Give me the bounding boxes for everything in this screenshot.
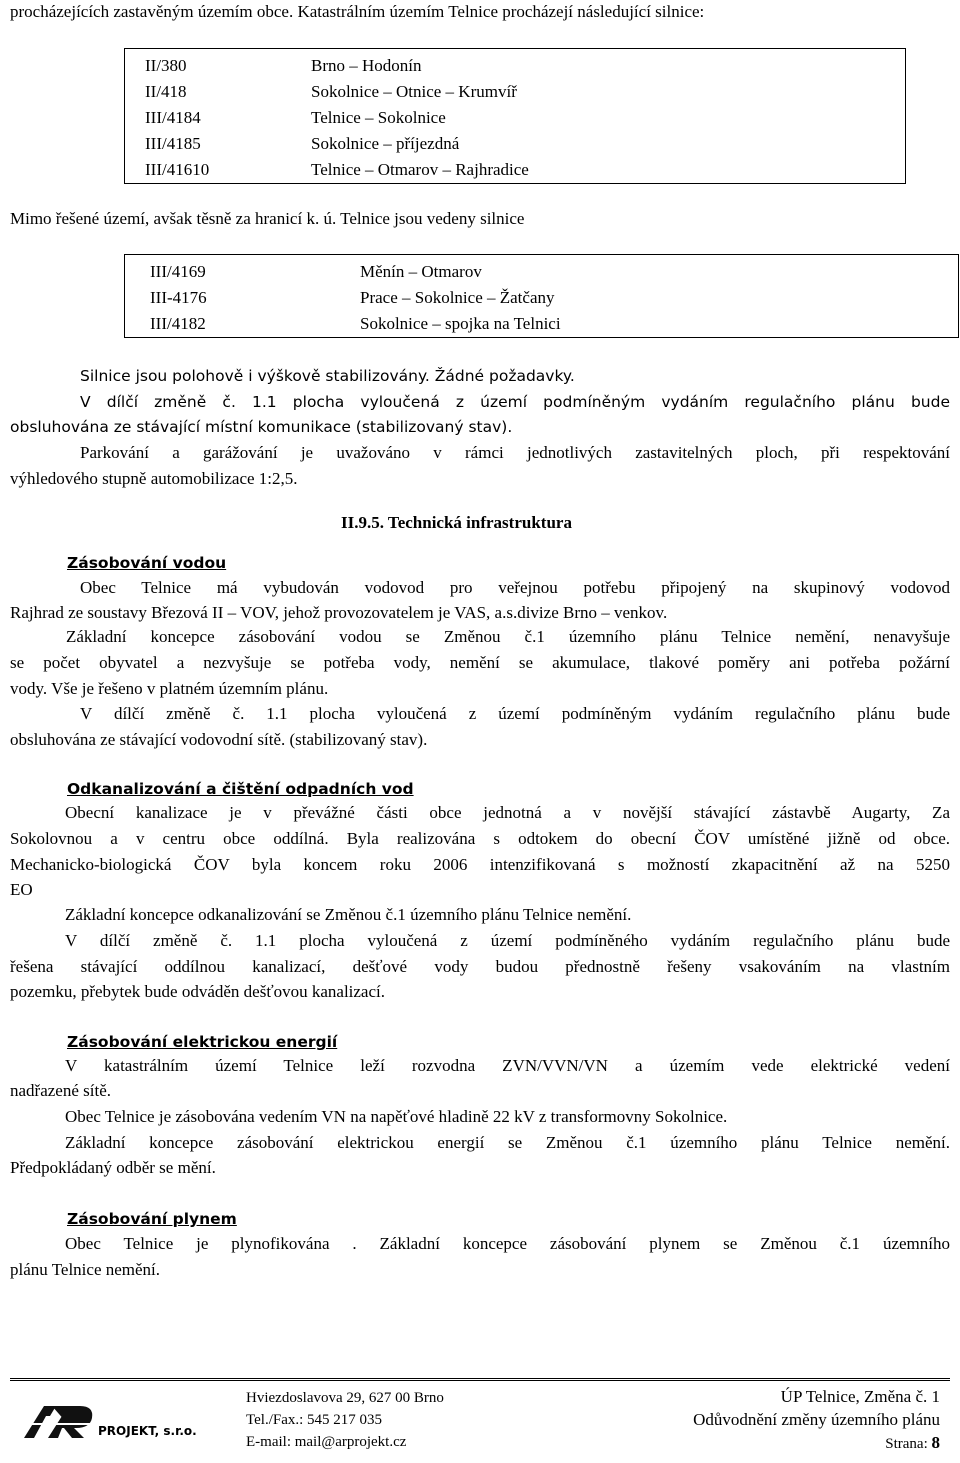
sewer-paragraph-line: Sokolovnou a v centru obce oddílná. Byla realizována s odtokem do obecní ČOV umístěné jižně od obce.: [10, 829, 950, 848]
road-routes-column: [360, 255, 959, 338]
road-route: Brno – Hodonín: [311, 56, 422, 75]
roads-table-outside: [124, 254, 959, 338]
electric-paragraph-line: Předpokládaný odběr se mění.: [10, 1158, 216, 1177]
footer-phone: Tel./Fax.: 545 217 035: [246, 1412, 383, 1428]
road-code: III/4185: [145, 134, 201, 153]
sewer-paragraph-line: řešena stávající oddílnou kanalizací, dešťové vody budou přednostně řešeny vsakováním na vlastním: [10, 957, 950, 976]
water-paragraph-line: Rajhrad ze soustavy Březová II – VOV, jehož provozovatelem je VAS, a.s.divize Brno – venkov.: [10, 603, 668, 622]
electric-paragraph-line: Základní koncepce zásobování elektrickou energií se Změnou č.1 územního plánu Telnice nemění.: [65, 1133, 950, 1152]
road-route: Prace – Sokolnice – Žatčany: [360, 288, 555, 307]
outside-line: Mimo řešené území, avšak těsně za hranicí k. ú. Telnice jsou vedeny silnice: [10, 209, 525, 228]
sewer-paragraph-line: EO: [10, 880, 33, 899]
road-codes-column: [125, 49, 312, 184]
footer-page-label: Strana:: [885, 1436, 928, 1452]
section-heading: II.9.5. Technická infrastruktura: [341, 513, 572, 532]
sewer-paragraph-line: Základní koncepce odkanalizování se Změnou č.1 územního plánu Telnice nemění.: [65, 905, 632, 924]
change-paragraph-line: obsluhována ze stávající místní komunikace (stabilizovaný stav).: [10, 418, 513, 436]
road-code: II/418: [145, 82, 187, 101]
road-code: III-4176: [150, 288, 207, 307]
footer-doc-info: [693, 1385, 940, 1456]
road-code: III/41610: [145, 160, 210, 179]
sewer-paragraph-line: Obecní kanalizace je v převážné části obce jednotná a v novější stávající zástavbě Augarty, Za: [65, 803, 950, 822]
road-route: Sokolnice – příjezdná: [311, 134, 460, 153]
water-paragraph-line: V dílčí změně č. 1.1 plocha vyloučená z území podmíněným vydáním regulačního plánu bude: [80, 704, 950, 723]
road-code: III/4182: [150, 314, 206, 333]
sewer-paragraph-line: Mechanicko-biologická ČOV byla koncem roku 2006 intenzifikovaná s možností zkapacitnění až na 5250: [10, 855, 950, 874]
electric-paragraph-line: nadřazené sítě.: [10, 1081, 111, 1100]
water-paragraph-line: obsluhována ze stávající vodovodní sítě. (stabilizovaný stav).: [10, 730, 428, 749]
sewer-heading: Odkanalizování a čištění odpadních vod: [67, 780, 414, 798]
gas-paragraph-line: plánu Telnice nemění.: [10, 1260, 161, 1279]
road-route: Sokolnice – Otnice – Krumvíř: [311, 82, 517, 101]
road-code: II/380: [145, 56, 187, 75]
footer-page-indicator: [693, 1431, 940, 1456]
roads-table-primary: [124, 48, 906, 184]
water-paragraph-line: vody. Vše je řešeno v platném územním plánu.: [10, 679, 329, 698]
stabilized-line: Silnice jsou polohově i výškově stabilizovány. Žádné požadavky.: [80, 367, 575, 385]
water-heading: Zásobování vodou: [67, 554, 227, 572]
road-route: Telnice – Sokolnice: [311, 108, 446, 127]
footer-address: Hviezdoslavova 29, 627 00 Brno: [246, 1390, 444, 1406]
water-paragraph-line: Základní koncepce zásobování vodou se Změnou č.1 územního plánu Telnice nemění, nenavyšuje: [66, 627, 950, 646]
footer-doc-subtitle: Odůvodnění změny územního plánu: [693, 1410, 940, 1429]
footer-doc-title: ÚP Telnice, Změna č. 1: [780, 1387, 940, 1406]
water-paragraph-line: Obec Telnice má vybudován vodovod pro veřejnou potřebu připojený na skupinový vodovod: [80, 578, 950, 597]
road-code: III/4169: [150, 262, 206, 281]
sewer-paragraph-line: pozemku, přebytek bude odváděn dešťovou kanalizací.: [10, 982, 385, 1001]
road-routes-column: [311, 49, 906, 184]
sewer-paragraph-line: V dílčí změně č. 1.1 plocha vyloučená z území podmíněného vydáním regulačního plánu bude: [65, 931, 950, 950]
gas-paragraph-line: Obec Telnice je plynofikována . Základní koncepce zásobování plynem se Změnou č.1 územního: [65, 1234, 950, 1253]
road-route: Telnice – Otmarov – Rajhradice: [311, 160, 529, 179]
electric-paragraph-line: Obec Telnice je zásobována vedením VN na napěťové hladině 22 kV z transformovny Sokolnice.: [65, 1107, 728, 1126]
footer-contact: [246, 1387, 444, 1453]
water-paragraph-line: se počet obyvatel a nezvyšuje se potřeba vody, nemění se akumulace, tlakové poměry ani potřeba požární: [10, 653, 950, 672]
intro-line: procházejících zastavěným územím obce. Katastrálním územím Telnice procházejí následující silnice:: [10, 2, 705, 21]
electric-heading: Zásobování elektrickou energií: [67, 1033, 338, 1051]
company-name: PROJEKT, s.r.o.: [98, 1424, 197, 1438]
electric-paragraph-line: V katastrálním území Telnice leží rozvodna ZVN/VVN/VN a územím vede elektrické vedení: [65, 1056, 950, 1075]
road-route: Sokolnice – spojka na Telnici: [360, 314, 561, 333]
road-codes-column: [125, 255, 361, 338]
parking-paragraph-line: Parkování a garážování je uvažováno v rámci jednotlivých zastavitelných ploch, při respektování: [80, 443, 950, 462]
footer-email: E-mail: mail@arprojekt.cz: [246, 1434, 407, 1450]
footer-page-number: 8: [931, 1433, 940, 1452]
company-logo: [22, 1400, 222, 1450]
road-code: III/4184: [145, 108, 201, 127]
gas-heading: Zásobování plynem: [67, 1210, 237, 1228]
footer-rule: [10, 1378, 950, 1381]
road-route: Měnín – Otmarov: [360, 262, 482, 281]
change-paragraph-line: V dílčí změně č. 1.1 plocha vyloučená z území podmíněným vydáním regulačního plánu bude: [80, 393, 950, 411]
parking-paragraph-line: výhledového stupně automobilizace 1:2,5.: [10, 469, 298, 488]
ar-logo-icon: [22, 1400, 102, 1442]
